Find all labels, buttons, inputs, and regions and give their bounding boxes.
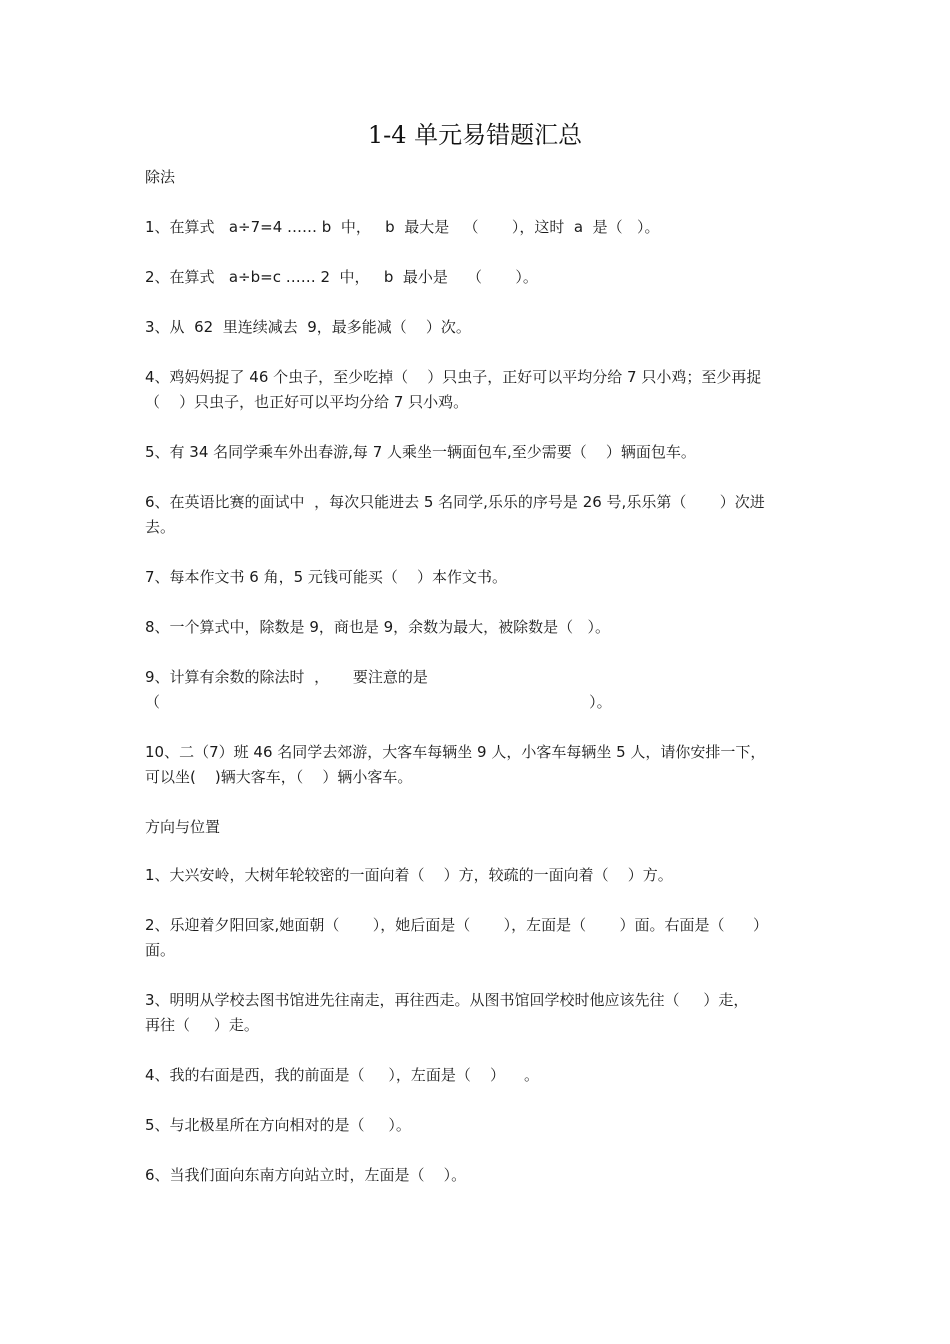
question-line: 2、乐迎着夕阳回家,她面朝（ ），她后面是（ ），左面是（ ）面。右面是（ ）	[145, 916, 769, 934]
question-line: 9、计算有余数的除法时 ， 要注意的是	[145, 668, 428, 686]
question-line-continued: 再往（ ）走。	[145, 1016, 259, 1034]
question-line-continued: 可以坐( )辆大客车，（ ）辆小客车。	[145, 768, 413, 786]
question-line: 2、在算式 a÷b=c …… 2 中， b 最小是 （ ）。	[145, 268, 538, 286]
question-line: 5、与北极星所在方向相对的是（ ）。	[145, 1116, 411, 1134]
question-line: 8、一个算式中，除数是 9，商也是 9，余数为最大，被除数是（ ）。	[145, 618, 610, 636]
question-line: 3、明明从学校去图书馆进先往南走，再往西走。从图书馆回学校时他应该先往（ ）走，	[145, 991, 749, 1009]
question-line: 10、二（7）班 46 名同学去郊游，大客车每辆坐 9 人，小客车每辆坐 5 人，请你安排一下，	[145, 743, 766, 761]
question-line-continued: 去。	[145, 518, 176, 536]
question-line: 1、在算式 a÷7=4 …… b 中， b 最大是 （ ），这时 a 是（ ）。	[145, 218, 660, 236]
question-line-continued: 面。	[145, 941, 176, 959]
question-line: 4、我的右面是西，我的前面是（ ），左面是（ ） 。	[145, 1066, 540, 1084]
question-line: 6、在英语比赛的面试中 ，每次只能进去 5 名同学,乐乐的序号是 26 号,乐乐第（ ）次进	[145, 493, 765, 511]
question-line: 1、大兴安岭，大树年轮较密的一面向着（ ）方，较疏的一面向着（ ）方。	[145, 866, 673, 884]
question-line-continued: （ ）只虫子，也正好可以平均分给 7 只小鸡。	[145, 393, 469, 411]
question-line: 7、每本作文书 6 角，5 元钱可能买（ ）本作文书。	[145, 568, 508, 586]
question-line: 3、从 62 里连续减去 9，最多能减（ ）次。	[145, 318, 471, 336]
question-line: 6、当我们面向东南方向站立时，左面是（ ）。	[145, 1166, 467, 1184]
section-heading-direction: 方向与位置	[145, 818, 221, 836]
section-heading-division: 除法	[145, 168, 176, 186]
question-line-continued: （ ）。	[145, 693, 612, 711]
question-line: 5、有 34 名同学乘车外出春游,每 7 人乘坐一辆面包车,至少需要（ ）辆面包车。	[145, 443, 696, 461]
document-title: 1-4 单元易错题汇总	[367, 121, 583, 149]
question-line: 4、鸡妈妈捉了 46 个虫子，至少吃掉（ ）只虫子，正好可以平均分给 7 只小鸡；至少再捉	[145, 368, 762, 386]
